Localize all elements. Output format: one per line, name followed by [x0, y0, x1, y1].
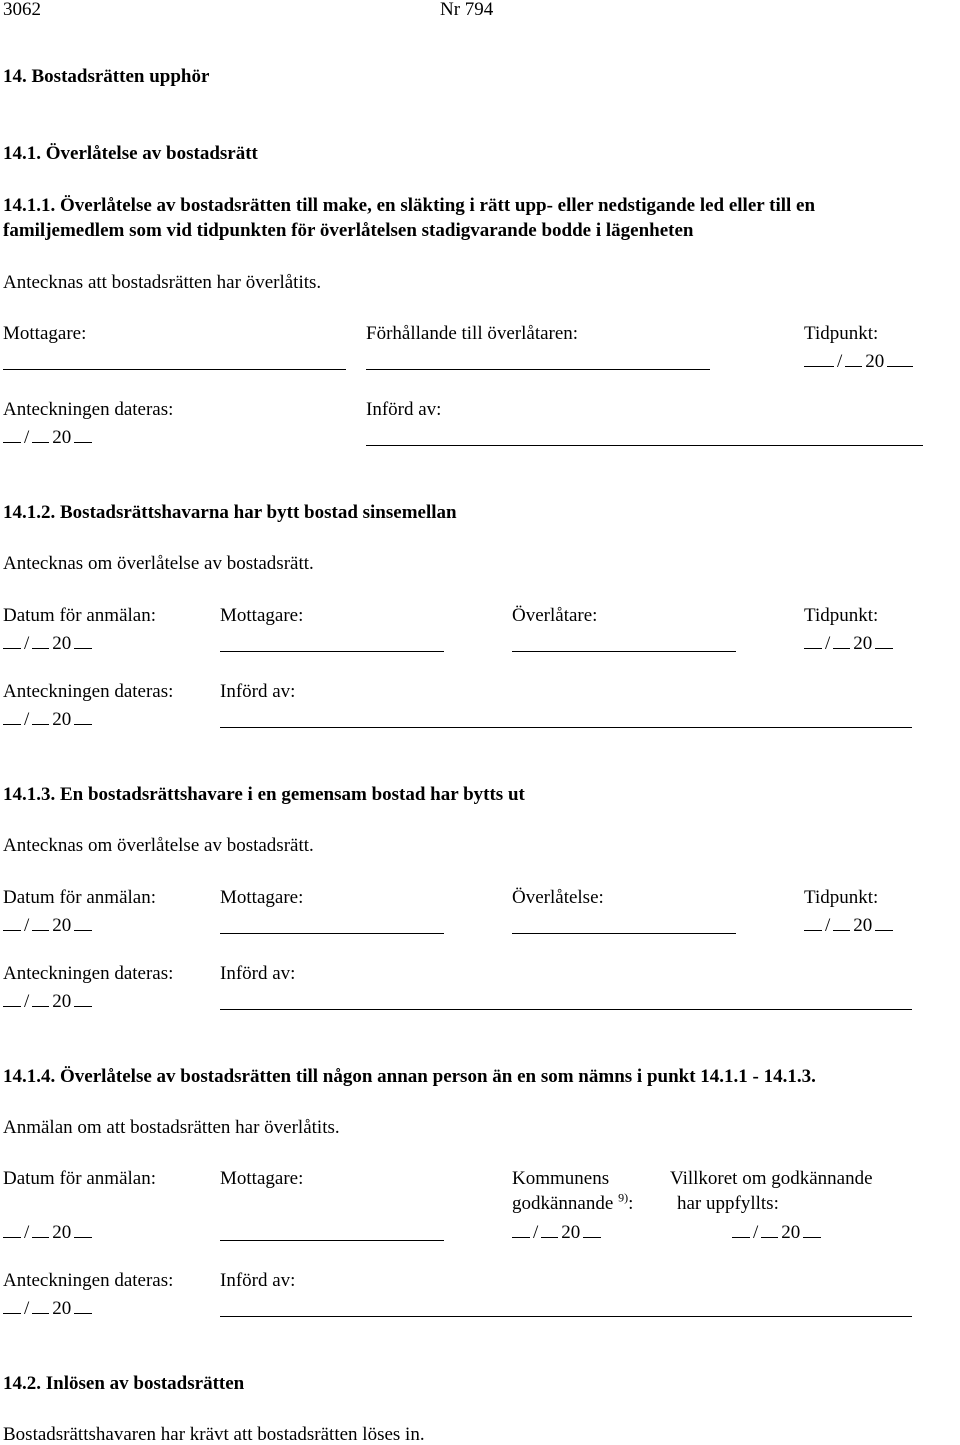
anteckningen-date-field[interactable]: / 20 [3, 1297, 92, 1318]
section-heading-14-1: 14.1. Överlåtelse av bostadsrätt [3, 143, 258, 164]
label-inford-av: Införd av: [220, 963, 296, 984]
section-note: Antecknas om överlåtelse av bostadsrätt. [3, 835, 314, 856]
page-number: 3062 [3, 0, 41, 20]
overlatare-field-line[interactable] [512, 651, 736, 652]
overlatelse-field-line[interactable] [512, 933, 736, 934]
section-note: Antecknas om överlåtelse av bostadsrätt. [3, 553, 314, 574]
datum-date-field[interactable]: / 20 [3, 632, 92, 653]
section-heading-14: 14. Bostadsrätten upphör [3, 66, 210, 87]
section-heading-14-1-2: 14.1.2. Bostadsrättshavarna har bytt bostad sinsemellan [3, 502, 457, 523]
mottagare-field-line[interactable] [220, 1240, 444, 1241]
label-mottagare: Mottagare: [220, 1168, 304, 1189]
label-kommunens-godkannande-line1: Kommunens [512, 1168, 610, 1189]
section-note: Bostadsrättshavaren har krävt att bostadsrätten löses in. [3, 1424, 425, 1445]
inford-av-field-line[interactable] [366, 445, 923, 446]
section-heading-14-1-3: 14.1.3. En bostadsrättshavare i en gemensam bostad har bytts ut [3, 784, 525, 805]
label-forhallande: Förhållande till överlåtaren: [366, 323, 579, 344]
inford-av-field-line[interactable] [220, 727, 912, 728]
section-heading-14-2: 14.2. Inlösen av bostadsrätten [3, 1373, 245, 1394]
label-tidpunkt: Tidpunkt: [804, 887, 879, 908]
label-anteckningen-dateras: Anteckningen dateras: [3, 963, 174, 984]
mottagare-field-line[interactable] [220, 933, 444, 934]
label-inford-av: Införd av: [220, 681, 296, 702]
tidpunkt-date-field[interactable]: / 20 [804, 914, 893, 935]
label-kommunens-godkannande-line2: godkännande $^{9)}$: [512, 1190, 634, 1214]
label-datum-for-anmalan: Datum för anmälan: [3, 1168, 157, 1189]
section-heading-14-1-1-line1: 14.1.1. Överlåtelse av bostadsrätten till make, en släkting i rätt upp- eller nedstigande led eller till en [3, 195, 816, 216]
anteckningen-date-field[interactable]: / 20 [3, 990, 92, 1011]
label-overlatare: Överlåtare: [512, 605, 598, 626]
anteckningen-date-field[interactable]: / 20 [3, 708, 92, 729]
label-overlatelse: Överlåtelse: [512, 887, 604, 908]
label-datum-for-anmalan: Datum för anmälan: [3, 605, 157, 626]
datum-date-field[interactable]: / 20 [3, 914, 92, 935]
label-villkoret-line1: Villkoret om godkännande [670, 1168, 873, 1189]
label-inford-av: Införd av: [366, 399, 442, 420]
datum-date-field[interactable]: / 20 [3, 1221, 92, 1242]
section-heading-14-1-1-line2: familjemedlem som vid tidpunkten för överlåtelsen stadigvarande bodde i lägenheten [3, 220, 694, 241]
label-tidpunkt: Tidpunkt: [804, 605, 879, 626]
mottagare-field-line[interactable] [220, 651, 444, 652]
inford-av-field-line[interactable] [220, 1316, 912, 1317]
document-number: Nr 794 [440, 0, 494, 20]
mottagare-field-line[interactable] [3, 369, 346, 370]
label-tidpunkt: Tidpunkt: [804, 323, 879, 344]
label-mottagare: Mottagare: [220, 887, 304, 908]
kommunens-godkannande-date-field[interactable]: / 20 [512, 1221, 601, 1242]
section-heading-14-1-4: 14.1.4. Överlåtelse av bostadsrätten till någon annan person än en som nämns i punkt 14.1.1 - 14.1.3. [3, 1066, 816, 1087]
label-inford-av: Införd av: [220, 1270, 296, 1291]
label-villkoret-line2: har uppfyllts: [677, 1193, 779, 1214]
tidpunkt-date-field[interactable]: / 20 [804, 350, 913, 371]
label-anteckningen-dateras: Anteckningen dateras: [3, 399, 174, 420]
inford-av-field-line[interactable] [220, 1009, 912, 1010]
section-note: Antecknas att bostadsrätten har överlåtits. [3, 272, 322, 293]
tidpunkt-date-field[interactable]: / 20 [804, 632, 893, 653]
label-anteckningen-dateras: Anteckningen dateras: [3, 1270, 174, 1291]
section-note: Anmälan om att bostadsrätten har överlåtits. [3, 1117, 340, 1138]
footnote-reference: 9) [618, 1190, 629, 1205]
villkoret-date-field[interactable]: / 20 [732, 1221, 821, 1242]
label-datum-for-anmalan: Datum för anmälan: [3, 887, 157, 908]
forhallande-field-line[interactable] [366, 369, 710, 370]
label-mottagare: Mottagare: [3, 323, 87, 344]
anteckningen-date-field[interactable]: / 20 [3, 426, 92, 447]
label-anteckningen-dateras: Anteckningen dateras: [3, 681, 174, 702]
label-mottagare: Mottagare: [220, 605, 304, 626]
